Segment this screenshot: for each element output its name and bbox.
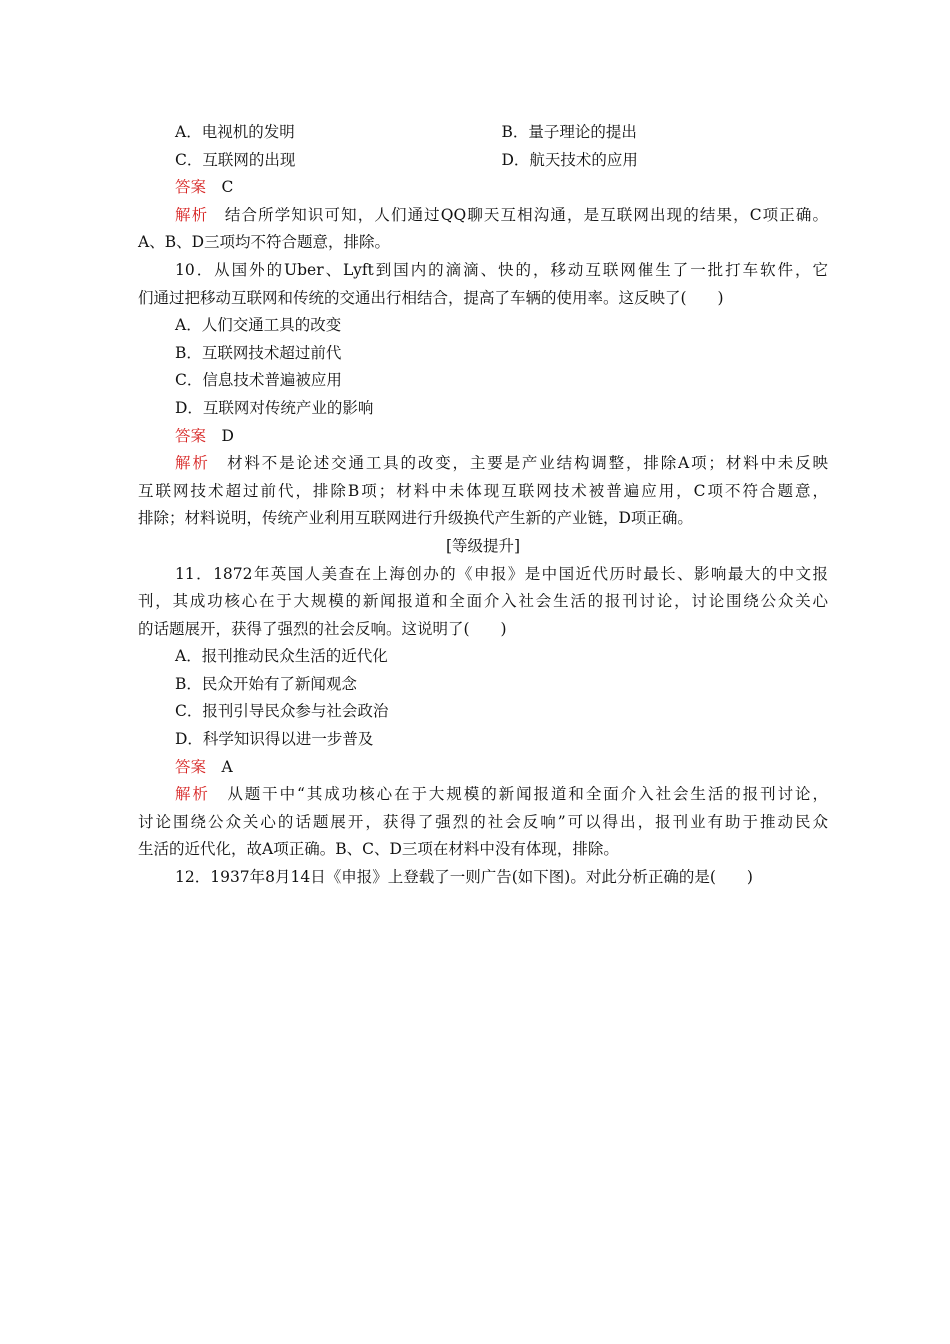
q11-analysis-line-3: 生活的近代化，故A项正确。B、C、D三项在材料中没有体现，排除。 xyxy=(138,840,619,859)
q10-option-b: B．互联网技术超过前代 xyxy=(175,343,342,362)
q9-option-b: B．量子理论的提出 xyxy=(501,123,637,141)
q10-answer-value: D xyxy=(221,426,234,445)
section-heading: [等级提升] xyxy=(445,536,521,555)
q11-option-b: B．民众开始有了新闻观念 xyxy=(175,674,357,693)
q11-analysis-label: 解析 xyxy=(175,785,210,804)
q10-option-a: A．人们交通工具的改变 xyxy=(175,316,342,335)
q11-analysis-line-1 xyxy=(138,781,828,809)
q10-answer-label: 答案 xyxy=(175,426,207,445)
q9-analysis-line-1 xyxy=(138,202,828,230)
q11-analysis-text-1: 从题干中“其成功核心在于大规模的新闻报道和全面介入社会生活的报刊讨论， xyxy=(227,785,828,804)
q10-analysis-label: 解析 xyxy=(175,454,210,473)
q9-analysis-label: 解析 xyxy=(175,205,209,224)
q10-option-d: D．互联网对传统产业的影响 xyxy=(175,398,374,417)
q9-analysis-text-1: 结合所学知识可知，人们通过QQ聊天互相沟通，是互联网出现的结果，C项正确。 xyxy=(224,205,828,224)
q11-option-c: C．报刊引导民众参与社会政治 xyxy=(175,702,389,721)
q11-option-a: A．报刊推动民众生活的近代化 xyxy=(175,647,388,666)
q9-options-row-1 xyxy=(138,119,828,147)
q10-stem-line-2: 们通过把移动互联网和传统的交通出行相结合，提高了车辆的使用率。这反映了( ) xyxy=(138,288,724,307)
q9-answer-label: 答案 xyxy=(175,178,207,197)
q11-stem-line-2: 刊，其成功核心在于大规模的新闻报道和全面介入社会生活的报刊讨论，讨论围绕公众关心 xyxy=(138,592,828,611)
q9-option-a: A．电视机的发明 xyxy=(175,123,295,141)
q10-option-c: C．信息技术普遍被应用 xyxy=(175,371,342,390)
q11-analysis-line-2: 讨论围绕公众关心的话题展开，获得了强烈的社会反响”可以得出，报刊业有助于推动民众 xyxy=(138,812,828,831)
q10-answer xyxy=(138,423,828,451)
q10-analysis-text-1: 材料不是论述交通工具的改变，主要是产业结构调整，排除A项；材料中未反映 xyxy=(227,454,828,473)
q10-analysis-line-1 xyxy=(138,450,828,478)
q10-analysis-line-3: 排除；材料说明，传统产业利用互联网进行升级换代产生新的产业链，D项正确。 xyxy=(138,509,693,528)
q10-stem-line-1: 10．从国外的Uber、Lyft到国内的滴滴、快的，移动互联网催生了一批打车软件，它 xyxy=(175,260,828,279)
q9-option-c: C．互联网的出现 xyxy=(175,150,296,169)
q11-answer-label: 答案 xyxy=(175,757,207,776)
q11-option-d: D．科学知识得以进一步普及 xyxy=(175,730,374,749)
document-content xyxy=(138,119,828,892)
q9-analysis-line-2: A、B、D三项均不符合题意，排除。 xyxy=(138,233,391,252)
q11-answer-value: A xyxy=(221,757,233,776)
q9-answer-value: C xyxy=(221,178,234,197)
q9-option-d: D．航天技术的应用 xyxy=(501,150,638,169)
q11-answer xyxy=(138,754,828,782)
q11-stem-line-3: 的话题展开，获得了强烈的社会反响。这说明了( ) xyxy=(138,619,507,638)
q12-stem: 12．1937年8月14日《申报》上登载了一则广告(如下图)。对此分析正确的是( ) xyxy=(175,868,753,887)
q9-options-row-2 xyxy=(138,147,828,175)
q11-stem-line-1: 11．1872年英国人美查在上海创办的《申报》是中国近代历时最长、影响最大的中文报 xyxy=(175,564,828,583)
q10-analysis-line-2: 互联网技术超过前代，排除B项；材料中未体现互联网技术被普遍应用，C项不符合题意， xyxy=(138,481,828,500)
q9-answer xyxy=(138,174,828,202)
